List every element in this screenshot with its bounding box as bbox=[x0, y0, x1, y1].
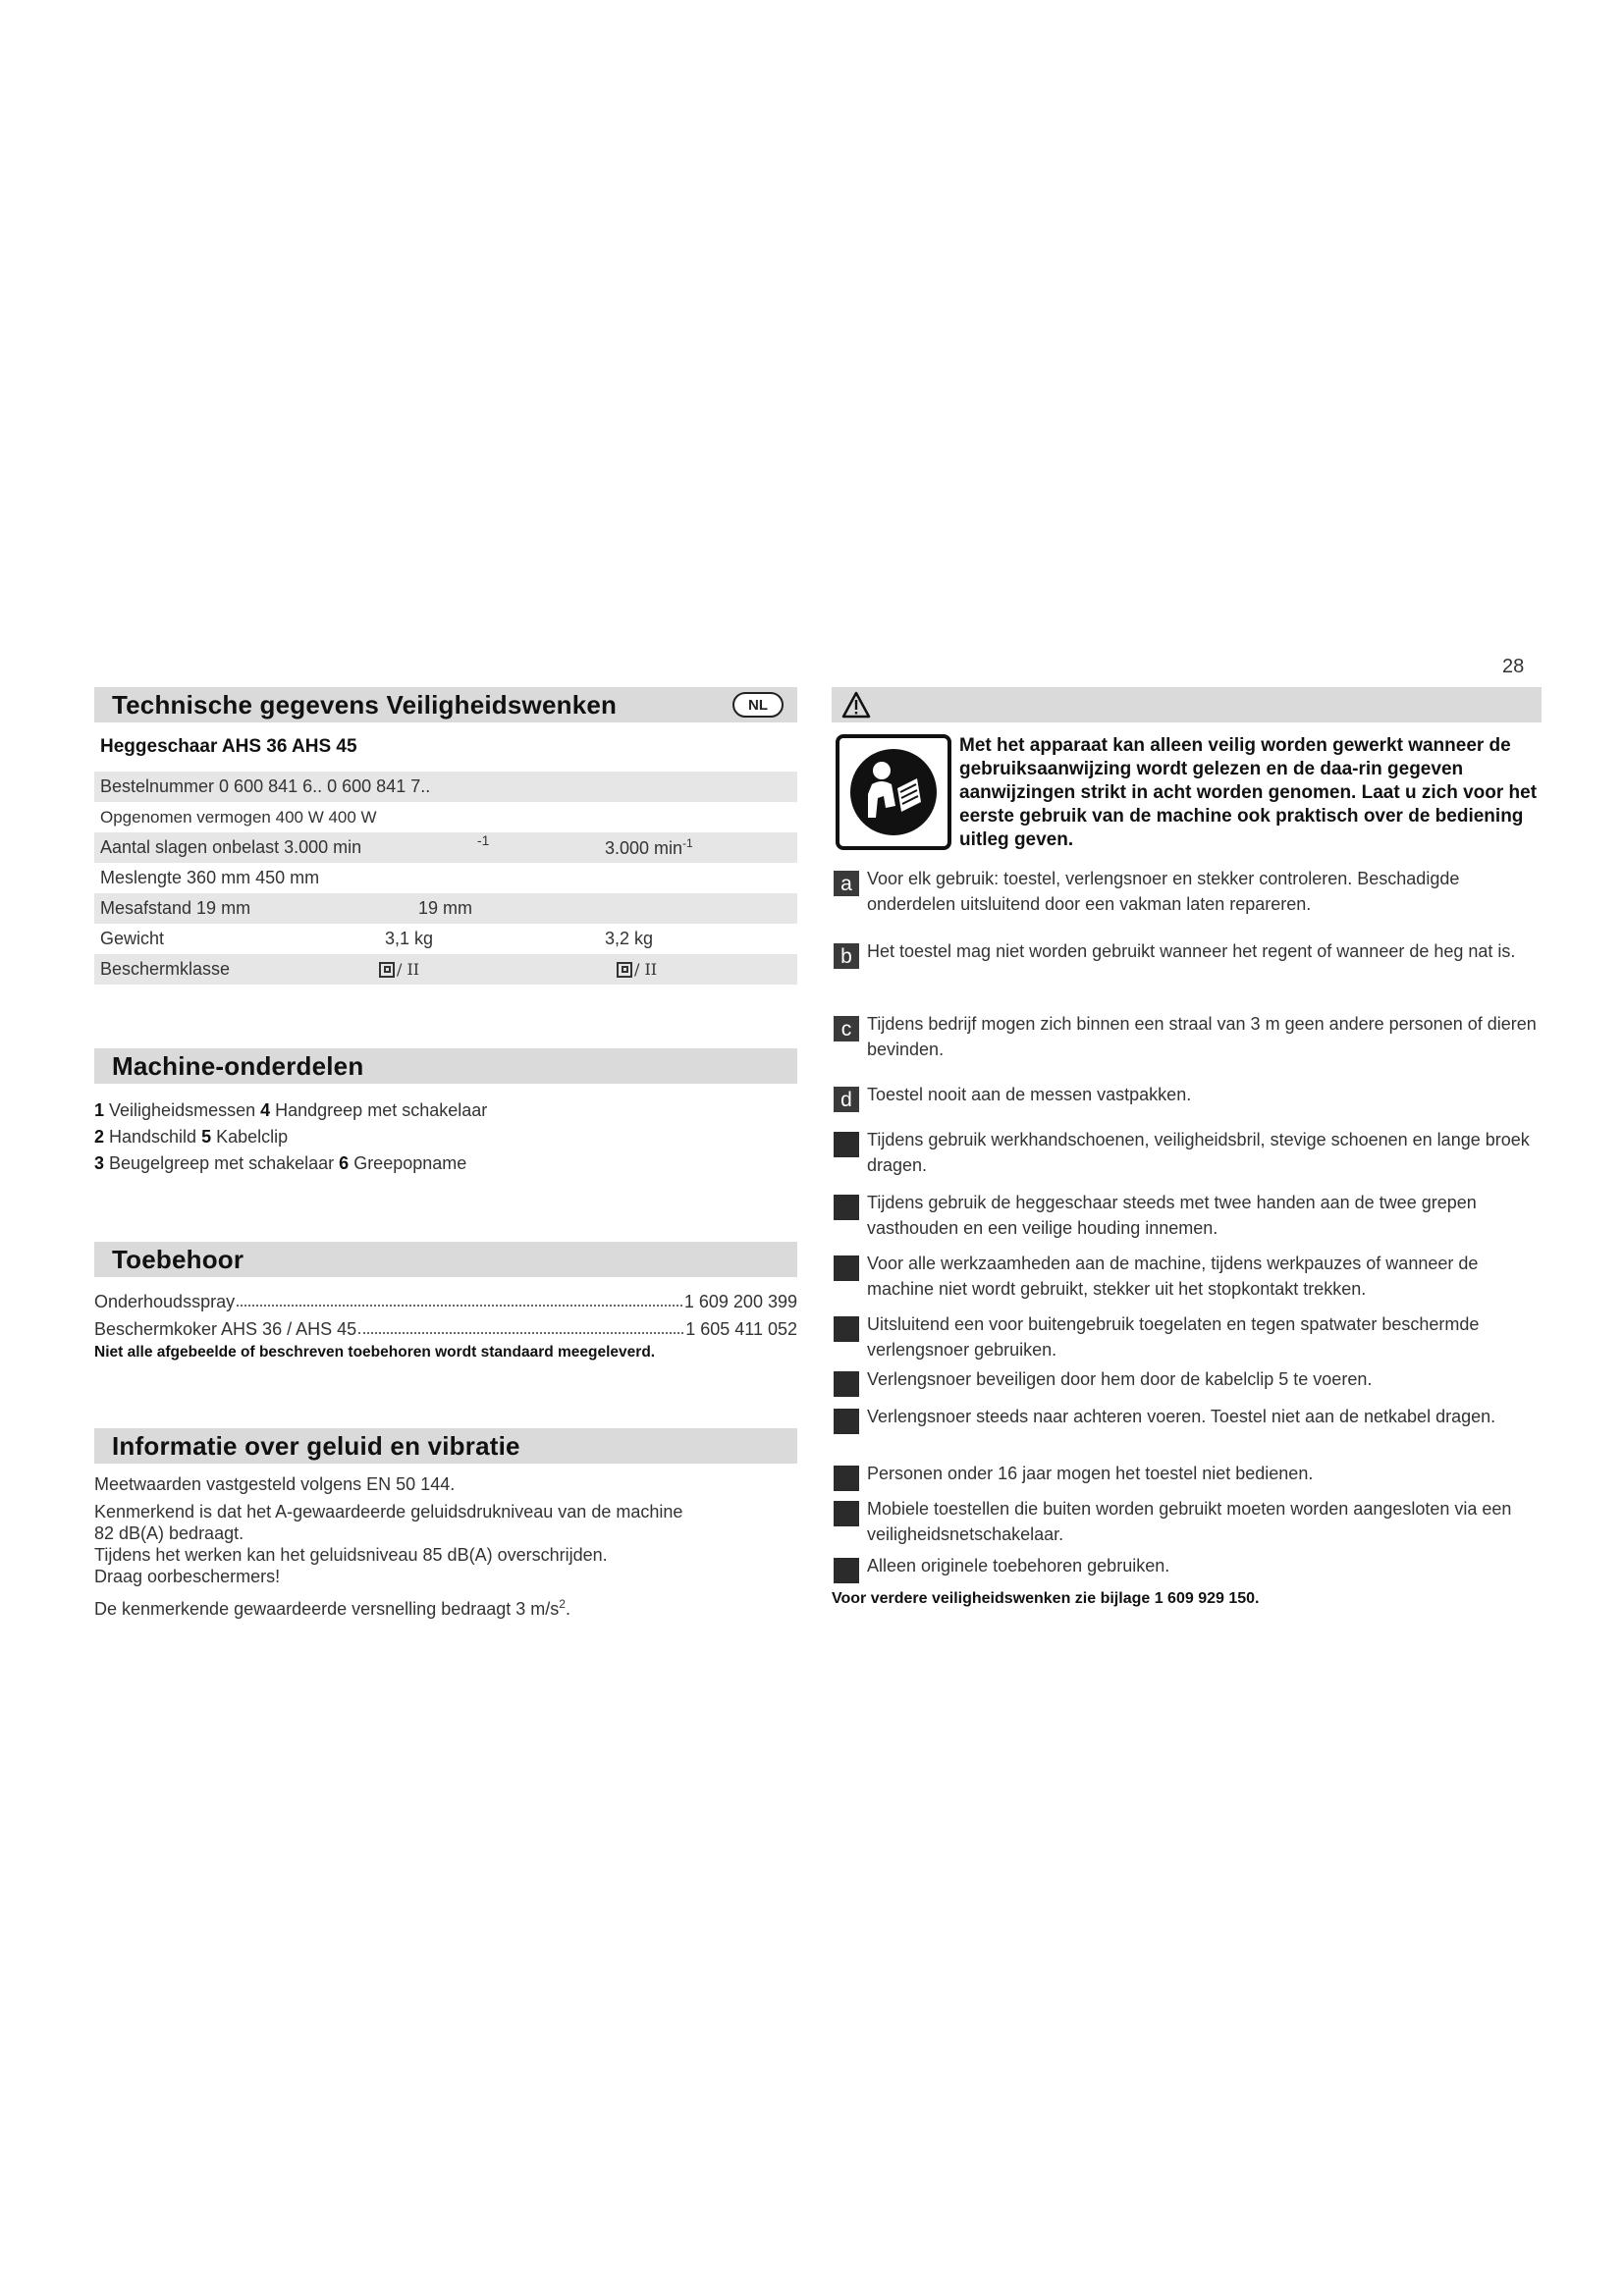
safety-item: a Voor elk gebruik: toestel, verlengsnoer en stekker controleren. Beschadigde onderdelen uitsluitend door een vakman laten repareren. bbox=[832, 866, 1542, 938]
safety-footer-note: Voor verdere veiligheidswenken zie bijlage 1 609 929 150. bbox=[832, 1590, 1260, 1607]
spec-value-ahs36: 3,1 kg bbox=[385, 929, 434, 948]
item-marker: c bbox=[834, 1016, 859, 1041]
spec-value-ahs45: 3,2 kg bbox=[605, 929, 654, 948]
item-marker: d bbox=[834, 1087, 859, 1112]
safety-list bbox=[832, 866, 1542, 1584]
safety-item: Uitsluitend een voor buitengebruik toegelaten en tegen spatwater beschermde verlengsnoer gebruiken. bbox=[832, 1311, 1542, 1366]
safety-item: Mobiele toestellen die buiten worden gebruikt moeten worden aangesloten via een veiligheidsnetschakelaar. bbox=[832, 1496, 1542, 1553]
safety-intro bbox=[832, 734, 1542, 852]
right-column bbox=[832, 687, 1542, 1608]
parts-title: Machine-onderdelen bbox=[112, 1050, 364, 1081]
double-insulation-icon bbox=[379, 962, 395, 978]
accessories-title: Toebehoor bbox=[112, 1244, 244, 1274]
spec-exponent: -1 bbox=[477, 832, 490, 848]
item-marker bbox=[834, 1255, 859, 1281]
accessories-note: Niet alle afgebeelde of beschreven toebehoren wordt standaard meegeleverd. bbox=[94, 1344, 656, 1361]
left-column bbox=[94, 687, 797, 1626]
item-marker bbox=[834, 1501, 859, 1526]
item-marker: b bbox=[834, 943, 859, 969]
protection-class-ahs36: / II bbox=[379, 960, 419, 979]
spec-row bbox=[94, 893, 797, 924]
safety-item: Personen onder 16 jaar mogen het toestel niet bedienen. bbox=[832, 1461, 1542, 1496]
accessory-item: Beschermkoker AHS 36 / AHS 45 1 605 411 052 bbox=[94, 1319, 797, 1339]
safety-item: Tijdens gebruik werkhandschoenen, veiligheidsbril, stevige schoenen en lange broek dragen. bbox=[832, 1127, 1542, 1190]
safety-item: Tijdens gebruik de heggeschaar steeds met twee handen aan de twee grepen vasthouden en een veilige houding innemen. bbox=[832, 1190, 1542, 1251]
tech-title: Technische gegevens Veiligheidswenken bbox=[112, 689, 618, 720]
safety-intro-text: Met het apparaat kan alleen veilig worden gewerkt wanneer de gebruiksaanwijzing wordt gelezen en de daa-rin gegeven aanwijzingen strikt in acht worden genomen. Laat u zich voor het eerste gebruik van de machine ook praktisch over de bediening uitleg geven. bbox=[959, 735, 1538, 850]
safety-item: Alleen originele toebehoren gebruiken. bbox=[832, 1553, 1542, 1584]
safety-item: c Tijdens bedrijf mogen zich binnen een straal van 3 m geen andere personen of dieren bevinden. bbox=[832, 1011, 1542, 1082]
accessory-item: Onderhoudsspray 1 609 200 399 bbox=[94, 1292, 797, 1311]
noise-paragraph: Meetwaarden vastgesteld volgens EN 50 144. bbox=[94, 1474, 456, 1494]
spec-label: Opgenomen vermogen 400 W 400 W bbox=[100, 807, 377, 827]
product-title: Heggeschaar AHS 36 AHS 45 bbox=[100, 736, 357, 757]
safety-item: d Toestel nooit aan de messen vastpakken. bbox=[832, 1082, 1542, 1127]
item-marker bbox=[834, 1466, 859, 1491]
spec-row bbox=[94, 802, 797, 832]
tech-section-header bbox=[94, 687, 797, 722]
noise-text bbox=[94, 1473, 797, 1620]
warning-triangle-icon bbox=[841, 691, 871, 719]
item-marker bbox=[834, 1195, 859, 1220]
protection-class-ahs45: / II bbox=[617, 960, 657, 979]
safety-item: b Het toestel mag niet worden gebruikt wanneer het regent of wanneer de heg nat is. bbox=[832, 938, 1542, 1011]
spec-row bbox=[94, 954, 797, 985]
spec-label: Meslengte 360 mm 450 mm bbox=[100, 868, 320, 887]
spec-row bbox=[94, 863, 797, 893]
spec-value-ahs45: 3.000 $\min^{-1}$ bbox=[605, 836, 693, 858]
spec-label: Aantal slagen onbelast 3.000 min bbox=[100, 837, 362, 857]
spec-label: Gewicht bbox=[100, 929, 165, 948]
spec-value-ahs36: 19 mm bbox=[418, 898, 473, 918]
parts-line: 3 Beugelgreep met schakelaar 6 Greepopname bbox=[94, 1153, 467, 1173]
spec-label: Beschermklasse bbox=[100, 959, 231, 979]
accessories-list bbox=[94, 1285, 797, 1362]
language-badge: NL bbox=[732, 692, 784, 718]
spec-label: Bestelnummer 0 600 841 6.. 0 600 841 7.. bbox=[100, 776, 431, 796]
spec-label: Mesafstand 19 mm bbox=[100, 898, 251, 918]
spec-table bbox=[94, 772, 797, 985]
parts-line: 1 Veiligheidsmessen 4 Handgreep met schakelaar bbox=[94, 1100, 488, 1120]
double-insulation-icon bbox=[617, 962, 632, 978]
item-marker bbox=[834, 1132, 859, 1157]
safety-item: Verlengsnoer steeds naar achteren voeren. Toestel niet aan de netkabel dragen. bbox=[832, 1404, 1542, 1461]
page-number: 28 bbox=[1502, 656, 1525, 677]
safety-item: Voor alle werkzaamheden aan de machine, tijdens werkpauzes of wanneer de machine niet wordt gebruikt, stekker uit het stopkontakt trekken. bbox=[832, 1251, 1542, 1311]
parts-line: 2 Handschild 5 Kabelclip bbox=[94, 1127, 289, 1147]
accessories-section-header bbox=[94, 1242, 797, 1277]
spec-row bbox=[94, 924, 797, 954]
safety-item: Verlengsnoer beveiligen door hem door de kabelclip 5 te voeren. bbox=[832, 1366, 1542, 1404]
item-marker bbox=[834, 1371, 859, 1397]
item-marker bbox=[834, 1409, 859, 1434]
safety-section-header bbox=[832, 687, 1542, 722]
item-marker bbox=[834, 1558, 859, 1583]
noise-title: Informatie over geluid en vibratie bbox=[112, 1430, 520, 1461]
spec-row bbox=[94, 772, 797, 802]
item-marker bbox=[834, 1316, 859, 1342]
parts-section-header bbox=[94, 1048, 797, 1084]
item-marker: a bbox=[834, 871, 859, 896]
spec-row bbox=[94, 832, 797, 863]
read-manual-icon bbox=[836, 734, 951, 850]
noise-paragraph: De kenmerkende gewaardeerde versnelling bedraagt 3 $m/s^2$. bbox=[94, 1597, 570, 1619]
noise-paragraph: Kenmerkend is dat het A-gewaardeerde geluidsdrukniveau van de machine 82 dB(A) bedraagt. Tijdens het werken kan het geluidsniveau 85 dB(A) overschrijden. Draag oorbeschermers! bbox=[94, 1502, 683, 1586]
noise-section-header bbox=[94, 1428, 797, 1464]
parts-list bbox=[94, 1097, 797, 1177]
